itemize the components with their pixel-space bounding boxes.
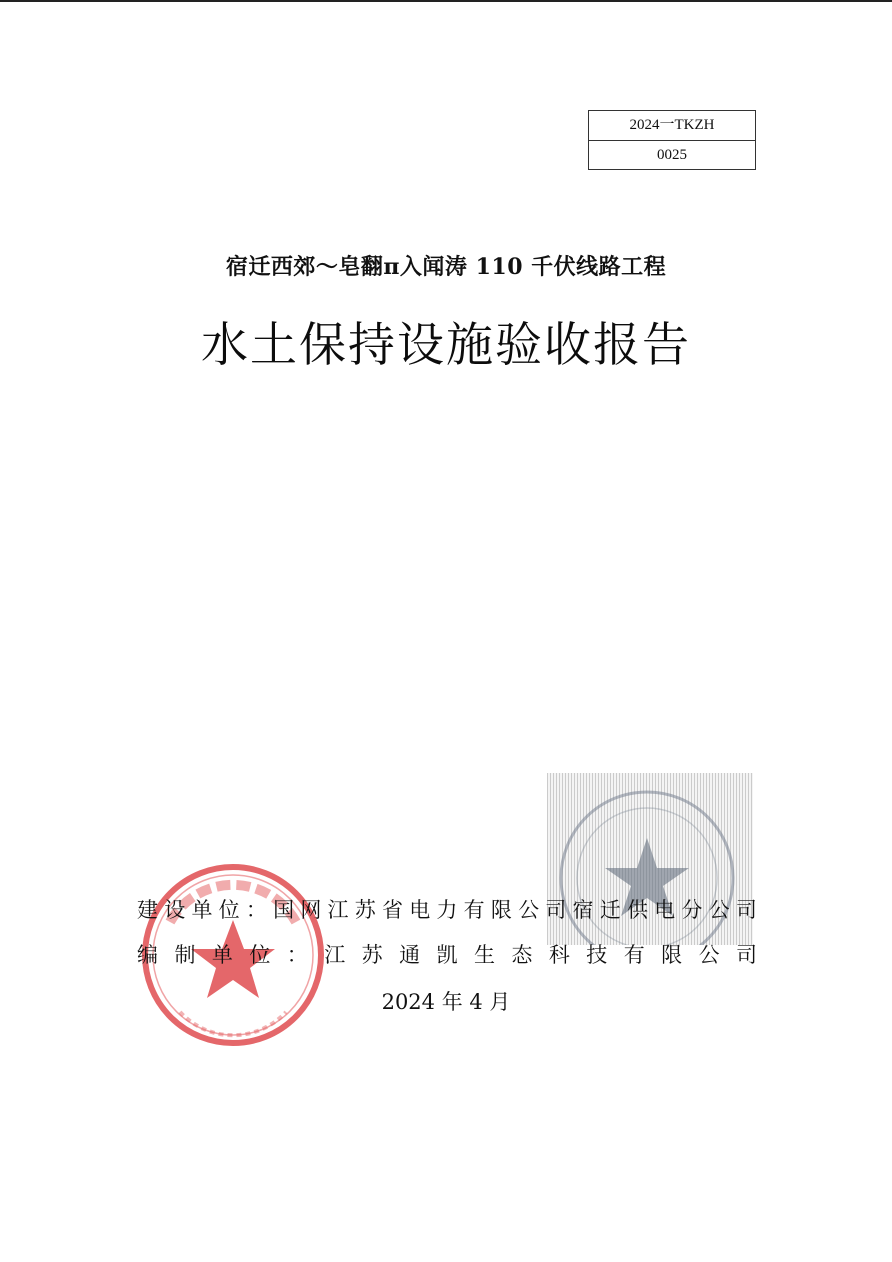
compiling-unit-char: ：: [286, 943, 308, 967]
compiling-unit-char: 凯: [436, 943, 458, 967]
compiling-unit-char: 有: [623, 943, 645, 967]
construction-unit-char: 有: [463, 898, 485, 922]
construction-unit-char: 位: [218, 898, 240, 922]
compiling-unit-char: 态: [511, 943, 533, 967]
compiling-unit-char: 限: [661, 943, 683, 967]
document-number-box: [588, 110, 756, 170]
report-date: 2024 年 4 月: [381, 990, 511, 1014]
compiling-unit-line: [137, 939, 757, 969]
construction-unit-char: 迁: [599, 898, 621, 922]
compiling-unit-char: 编: [137, 943, 158, 967]
compiling-unit-char: 公: [698, 943, 720, 967]
compiling-unit-char: 生: [473, 943, 495, 967]
construction-unit-char: 省: [381, 898, 403, 922]
construction-unit-char: 苏: [354, 898, 376, 922]
compiling-unit-char: 制: [174, 943, 196, 967]
construction-unit-char: 电: [409, 898, 431, 922]
construction-unit-char: 司: [545, 898, 567, 922]
project-name: 宿迁西郊～皂翻π入闻涛 110 千伏线路工程: [225, 254, 667, 280]
construction-unit-char: ：: [245, 898, 267, 922]
construction-unit-char: 供: [626, 898, 648, 922]
compiling-unit-char: 江: [324, 943, 346, 967]
document-number-line2: 0025: [589, 140, 755, 170]
construction-unit-char: 限: [490, 898, 512, 922]
construction-unit-char: 宿: [572, 898, 594, 922]
compiling-unit-char: 单: [211, 943, 233, 967]
construction-unit-line: [137, 894, 757, 924]
construction-unit-char: 国: [273, 898, 295, 922]
construction-unit-char: 公: [518, 898, 540, 922]
construction-unit-char: 单: [191, 898, 213, 922]
construction-unit-char: 力: [436, 898, 458, 922]
construction-unit-char: 网: [300, 898, 322, 922]
construction-unit-char: 建: [137, 898, 158, 922]
compiling-unit-char: 技: [586, 943, 608, 967]
report-title: 水土保持设施验收报告: [201, 318, 691, 373]
compiling-unit-char: 科: [548, 943, 570, 967]
compiling-unit-char: 苏: [361, 943, 383, 967]
construction-unit-char: 司: [735, 898, 757, 922]
construction-unit-char: 江: [327, 898, 349, 922]
construction-unit-char: 公: [708, 898, 730, 922]
construction-unit-char: 电: [654, 898, 676, 922]
document-number-line1: 2024一TKZH: [629, 117, 715, 133]
compiling-unit-char: 司: [736, 943, 757, 967]
construction-unit-char: 分: [681, 898, 703, 922]
compiling-unit-char: 通: [399, 943, 421, 967]
page-top-border: [0, 0, 892, 2]
construction-unit-char: 设: [164, 898, 186, 922]
compiling-unit-char: 位: [249, 943, 271, 967]
